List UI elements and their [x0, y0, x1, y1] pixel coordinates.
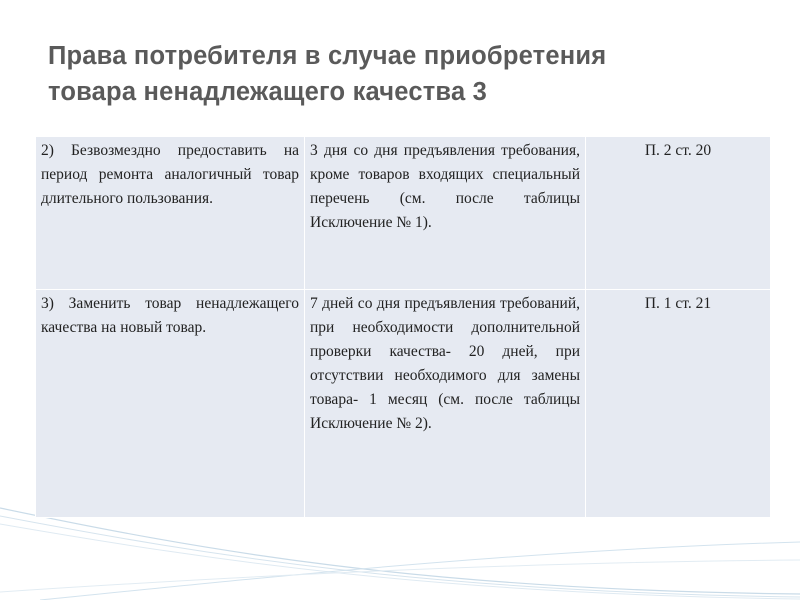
table-row	[36, 137, 771, 290]
slide-title-line-1: Права потребителя в случае приобретения	[48, 42, 607, 70]
slide-title	[48, 38, 768, 110]
table-row	[36, 290, 771, 518]
slide-title-line-2: товара ненадлежащего качества 3	[48, 78, 487, 106]
consumer-rights-table	[35, 136, 771, 518]
right-cell	[36, 137, 305, 290]
term-text: 7 дней со дня предъявления требований, при необходимости дополнительной проверки качества- 20 дней, при отсутствии необходимого для замены товара- 1 месяц (см. после таблицы Исключение № 2).	[310, 295, 580, 432]
term-text: 3 дня со дня предъявления требования, кроме товаров входящих специальный перечень (см. после таблицы Исключение № 1).	[310, 142, 580, 231]
reference-text: П. 2 ст. 20	[644, 142, 712, 159]
right-cell	[36, 290, 305, 518]
right-text: 3) Заменить товар ненадлежащего качества на новый товар.	[41, 295, 299, 336]
reference-cell	[586, 290, 771, 518]
term-cell	[305, 137, 586, 290]
term-cell	[305, 290, 586, 518]
right-text: 2) Безвозмездно предоставить на период ремонта аналогичный товар длительного пользования.	[41, 142, 299, 207]
reference-cell	[586, 137, 771, 290]
reference-text: П. 1 ст. 21	[644, 295, 712, 312]
